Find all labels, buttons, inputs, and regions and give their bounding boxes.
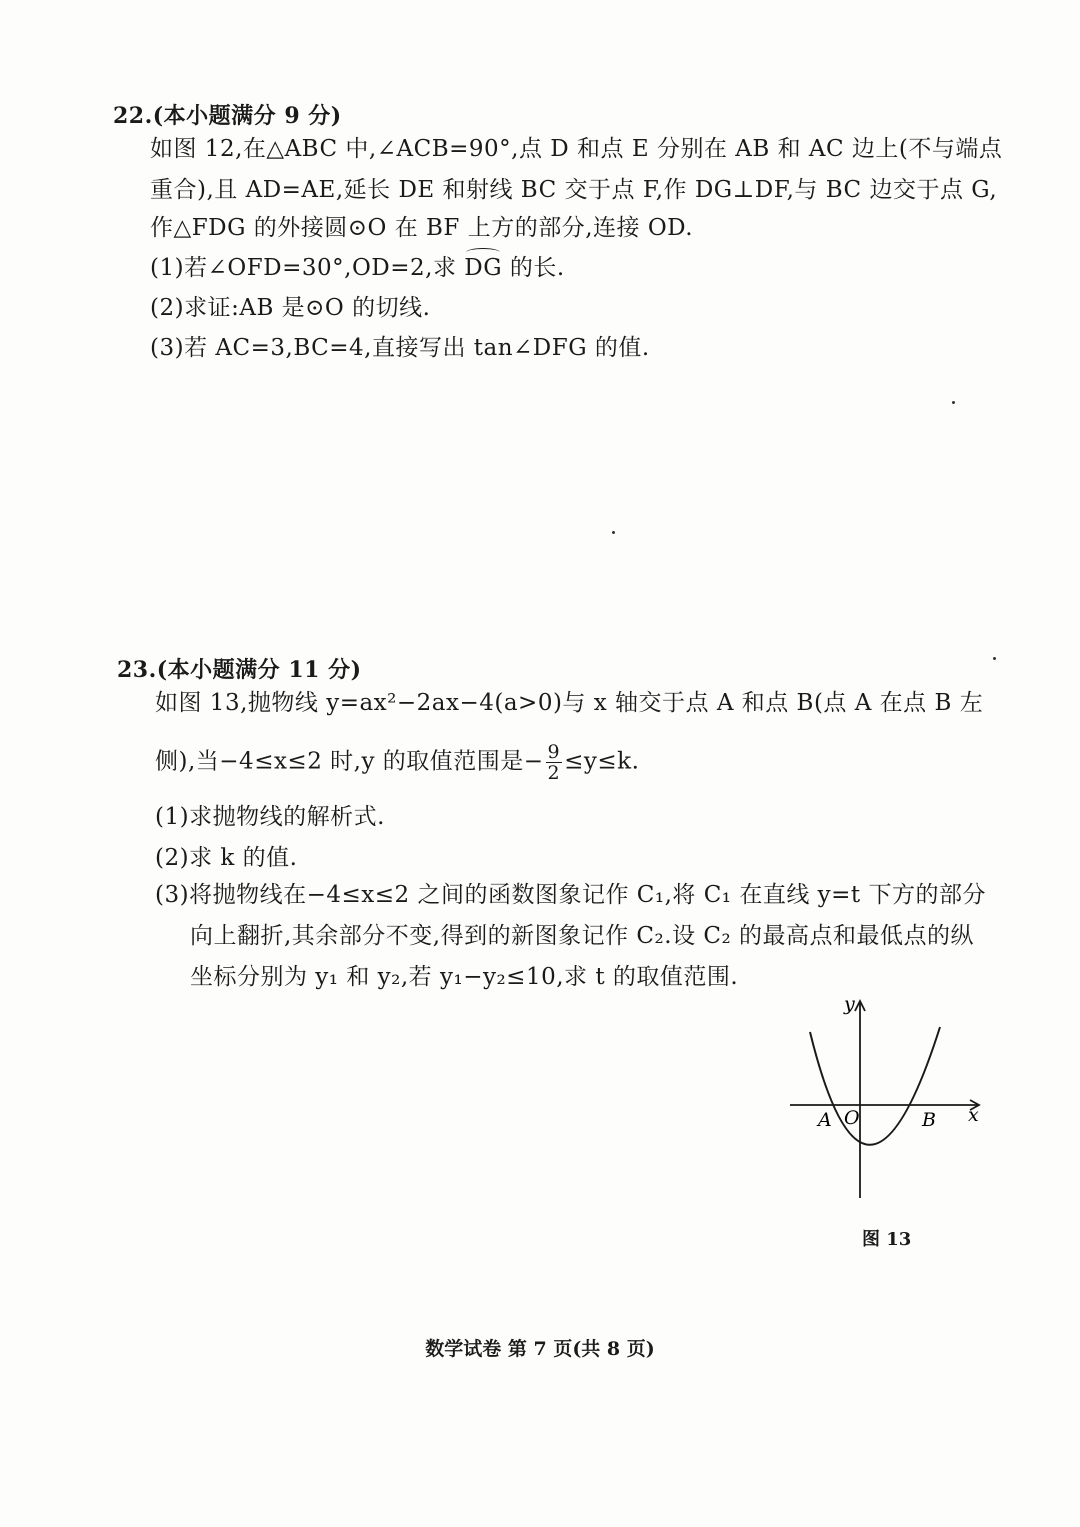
scan-speck — [952, 401, 955, 404]
q22-text-line-1: 如图 12,在△ABC 中,∠ACB=90°,点 D 和点 E 分别在 AB 和 AC 边上(不与端点 — [150, 136, 1003, 162]
point-a-label: A — [818, 1109, 832, 1131]
figure-caption: 图 13 — [862, 1229, 912, 1250]
page-footer: 数学试卷 第 7 页(共 8 页) — [425, 1338, 655, 1360]
parabola-figure — [780, 990, 1000, 1210]
fraction-denominator: 2 — [547, 762, 561, 784]
q23-part-2: (2)求 k 的值. — [155, 845, 298, 871]
q22-text-line-3: 作△FDG 的外接圆⊙O 在 BF 上方的部分,连接 OD. — [150, 215, 694, 241]
q22-part-1-post: 的长. — [502, 255, 565, 281]
q23-header: 23.(本小题满分 11 分) — [117, 657, 362, 683]
fraction-nine-halves — [546, 742, 563, 783]
q23-text-line-2-pre: 侧),当−4≤x≤2 时,y 的取值范围是− — [155, 748, 544, 775]
q22-part-2: (2)求证:AB 是⊙O 的切线. — [150, 295, 431, 321]
q23-text-line-2 — [155, 742, 639, 783]
scan-speck — [612, 531, 615, 534]
q23-part-3-line-1: (3)将抛物线在−4≤x≤2 之间的函数图象记作 C₁,将 C₁ 在直线 y=t 下方的部分 — [155, 882, 986, 908]
arc-dg: DG — [464, 255, 503, 281]
fraction-numerator: 9 — [547, 741, 561, 763]
y-axis-label: y — [844, 993, 855, 1015]
q22-part-1 — [150, 253, 565, 283]
x-axis-label: x — [968, 1104, 979, 1126]
q23-part-3-line-3: 坐标分别为 y₁ 和 y₂,若 y₁−y₂≤10,求 t 的取值范围. — [190, 964, 739, 990]
q22-part-3: (3)若 AC=3,BC=4,直接写出 tan∠DFG 的值. — [150, 335, 650, 361]
q23-part-3-line-2: 向上翻折,其余部分不变,得到的新图象记作 C₂.设 C₂ 的最高点和最低点的纵 — [190, 923, 975, 949]
scan-speck — [993, 657, 996, 660]
origin-label: O — [844, 1107, 860, 1129]
q23-part-1: (1)求抛物线的解析式. — [155, 804, 385, 830]
point-b-label: B — [922, 1109, 936, 1131]
q22-header: 22.(本小题满分 9 分) — [113, 103, 342, 129]
q23-text-line-2-post: ≤y≤k. — [564, 748, 640, 775]
q23-text-line-1: 如图 13,抛物线 y=ax²−2ax−4(a>0)与 x 轴交于点 A 和点 B(点 A 在点 B 左 — [155, 690, 984, 716]
q22-text-line-2: 重合),且 AD=AE,延长 DE 和射线 BC 交于点 F,作 DG⊥DF,与 BC 边交于点 G, — [150, 177, 998, 203]
q22-part-1-pre: (1)若∠OFD=30°,OD=2,求 — [150, 255, 465, 281]
